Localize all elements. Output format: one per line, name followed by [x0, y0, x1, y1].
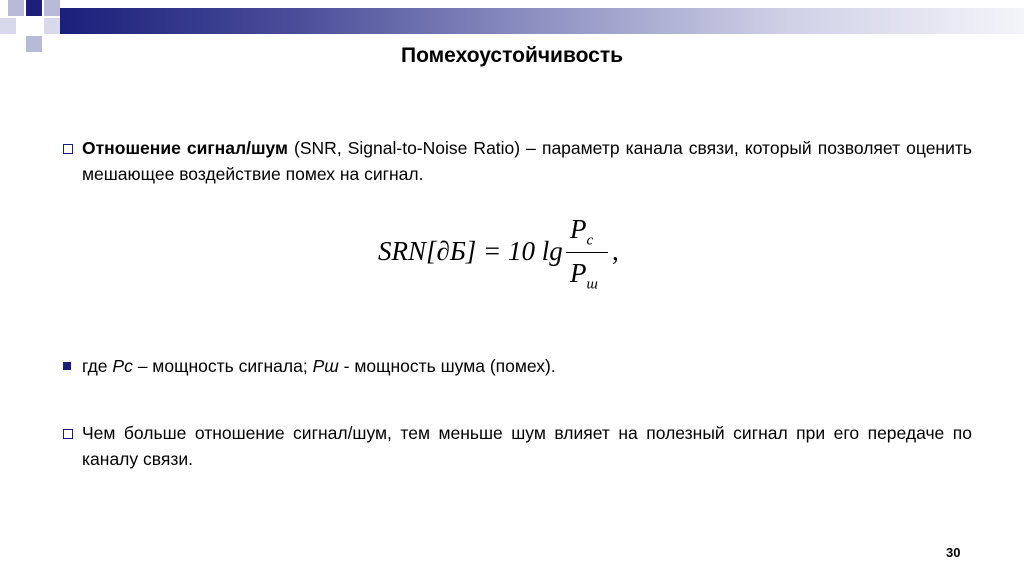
legend-paragraph: где Pc – мощность сигнала; Pш - мощность шума (помех). — [82, 356, 556, 376]
conclusion-paragraph: Чем больше отношение сигнал/шум, тем меньше шум влияет на полезный сигнал при его передаче по каналу связи. — [82, 423, 972, 469]
hollow-square-bullet-icon — [63, 429, 73, 439]
decor-square — [44, 18, 60, 34]
decor-square — [26, 0, 42, 16]
definition-text: (SNR, Signal-to-Noise Ratio) – параметр канала связи, который позволяет оценить мешающее воздействие помех на сигнал. — [82, 138, 973, 184]
term: Отношение сигнал/шум — [82, 138, 288, 158]
header-gradient-bar — [60, 8, 1024, 34]
decor-square — [44, 0, 60, 16]
hollow-square-bullet-icon — [63, 144, 73, 154]
page-number: 30 — [946, 545, 961, 560]
var-psh: Pш — [312, 356, 339, 376]
decor-square — [0, 18, 16, 34]
fraction-bar — [566, 252, 608, 253]
fraction-denominator: $P_ш$ — [570, 258, 598, 293]
decor-square — [8, 0, 24, 16]
formula-lhs: SRN[∂Б] = 10 lg — [378, 236, 563, 266]
definition-paragraph — [82, 135, 972, 187]
filled-square-bullet-icon — [63, 362, 71, 370]
formula-comma: , — [612, 236, 619, 266]
var-pc: Pc — [112, 356, 133, 376]
slide-title: Помехоустойчивость — [400, 44, 624, 67]
fraction-numerator: $P_с$ — [570, 214, 594, 249]
